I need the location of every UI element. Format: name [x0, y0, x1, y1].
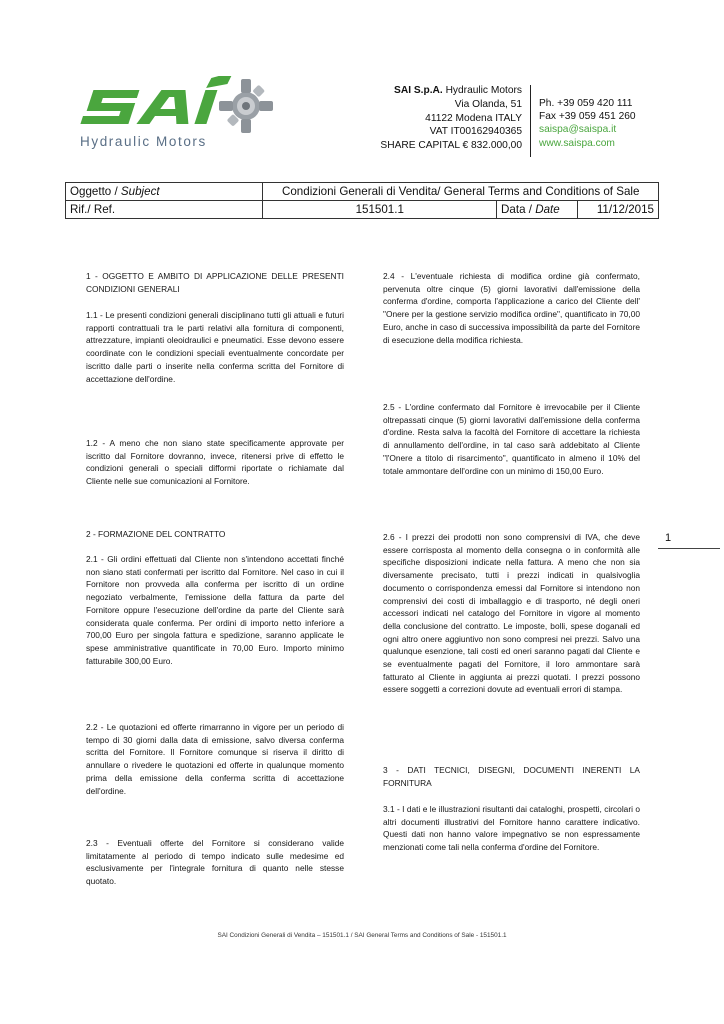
page-footer: SAI Condizioni Generali di Vendita – 151501.1 / SAI General Terms and Conditions of Sale - 151501.1: [217, 932, 507, 939]
section-3-title: 3 - DATI TECNICI, DISEGNI, DOCUMENTI INERENTI LA FORNITURA: [383, 765, 640, 788]
company-address-block: [300, 84, 522, 153]
clause-2-4: 2.4 - L'eventuale richiesta di modifica ordine già confermato, pervenuta oltre cinque (5) giorni lavorativi dall'emissione della conferma d'ordine, comporta l'applicazione a carico del Cliente dell' "Onere per la gestione servizio modifica ordine", quantificato in 70,00 Euro, anche in caso di successiva impossibilità da parte del Fornitore di esecuzione della modifica richiesta.: [383, 271, 640, 345]
ref-value: 151501.1: [263, 201, 497, 219]
share-capital: SHARE CAPITAL € 832.000,00: [380, 140, 522, 152]
motor-graphic: [219, 79, 273, 133]
address-line-2: 41122 Modena ITALY: [425, 112, 522, 124]
clause-2-3: 2.3 - Eventuali offerte del Fornitore si considerano valide limitatamente al periodo di tempo indicato sulle medesime ed esclusivamente per l'integrale fornitura di quanto nelle stesse quotato.: [86, 838, 344, 887]
website-link[interactable]: www.saispa.com: [539, 137, 615, 149]
clause-3-1: 3.1 - I dati e le illustrazioni risultanti dai cataloghi, prospetti, circolari o altri documenti illustrativi del Fornitore hanno carattere indicativo. Questi dati non hanno valore impegnativo se non espressamente menzionati come tali nella conferma d'ordine del Fornitore.: [383, 804, 640, 853]
logo-subtitle: Hydraulic Motors: [80, 134, 207, 149]
clause-2-1: 2.1 - Gli ordini effettuati dal Cliente non s'intendono accettati finché non siano stati confermati per iscritto dal Fornitore. Nel caso in cui il Fornitore non provveda alla conferma per iscritto di un ordine negoziato verbalmente, l'emissione della fattura da parte del Fornitore oppure l'esecuzione dell'ordine da parte del Cliente sarà considerata quale conferma. Per ordini di importo netto inferiore a 700,00 Euro per singola fattura e spedizione, saranno applicate le spese amministrative quantificate in 70,00 Euro. Importo minimo fatturabile 300,00 Euro.: [86, 554, 344, 666]
clause-1-2: 1.2 - A meno che non siano state specificamente approvate per iscritto dal Fornitore dovranno, invece, ritenersi prive di effetto le condizioni generali o speciali difformi riportate o richiamate dal Cliente nelle sue comunicazioni al Fornitore.: [86, 438, 344, 487]
subject-table: [65, 182, 659, 219]
company-suffix: Hydraulic Motors: [442, 85, 522, 96]
email-link[interactable]: saispa@saispa.it: [539, 124, 617, 136]
clause-2-2: 2.2 - Le quotazioni ed offerte rimarranno in vigore per un periodo di tempo di 30 giorni dalla data di emissione, salvo diversa conferma scritta del Fornitore. Il Fornitore comunque si riserva il diritto di annullare o rivedere le quotazioni ed offerte in qualunque momento prima della emissione della conferma scritta di accettazione dell'ordine.: [86, 722, 344, 796]
contact-block: [539, 97, 636, 150]
company-name: SAI S.p.A.: [394, 85, 443, 96]
phone-number: Ph. +39 059 420 111: [539, 98, 633, 109]
header-divider: [530, 85, 531, 157]
page-number-rule: [658, 548, 720, 549]
subject-row: [66, 183, 659, 201]
subject-value: Condizioni Generali di Vendita/ General Terms and Conditions of Sale: [263, 183, 659, 201]
company-name-line: [300, 84, 522, 98]
vat-number: VAT IT00162940365: [429, 126, 522, 138]
company-logo: [78, 76, 290, 152]
date-label-cell: Data / Date: [497, 201, 578, 219]
reference-row: [66, 201, 659, 219]
page-number: 1: [665, 532, 672, 544]
section-1-title: 1 - OGGETTO E AMBITO DI APPLICAZIONE DELLE PRESENTI CONDIZIONI GENERALI: [86, 271, 344, 294]
fax-number: Fax +39 059 451 260: [539, 111, 636, 123]
ref-label: Rif./ Ref.: [66, 201, 263, 219]
section-2-title: 2 - FORMAZIONE DEL CONTRATTO: [86, 529, 226, 539]
date-value: 11/12/2015: [578, 201, 659, 219]
clause-2-6: 2.6 - I prezzi dei prodotti non sono comprensivi di IVA, che deve essere corrisposta al momento della consegna o in conformità alle specifiche disposizioni indicate nella fattura. A meno che non sia diversamente precisato, tutti i prezzi indicati in qualsivoglia documento o corrispondenza emessi dal Fornitore si intendono non comprensivi dei costi di imballaggio e di trasporto, né degli oneri accessori indicati nel catalogo del Fornitore in vigore al momento della conclusione del contratto. Le imposte, bolli, spese doganali ed ogni altro onere aggiuntivo non sono compresi nei prezzi. Salvo una qualunque esenzione, tali costi ed oneri saranno pagati dal Cliente e se eventualmente pagati del Fornitore, il loro ammontare sarà fatturato al Cliente in aggiunta ai prezzi quotati. I prezzi possono essere soggetti a correzioni dovute ad eventuali errori di stampa.: [383, 532, 640, 695]
sai-logo-mark: [78, 76, 290, 136]
subject-label-cell: Oggetto / Subject: [66, 183, 263, 201]
clause-2-5: 2.5 - L'ordine confermato dal Fornitore è irrevocabile per il Cliente oltrepassati cinque (5) giorni lavorativi dall'emissione della conferma d'ordine. Resta salva la facoltà del Fornitore di accettare la richiesta di annullamento dell'ordine, in tal caso sarà addebitato al Cliente "l'Onere a titolo di risarcimento", quantificato in almeno il 10% del totale ammontare dell'ordine con un minimo di 150,00 Euro.: [383, 402, 640, 476]
address-line-1: Via Olanda, 51: [454, 98, 522, 110]
clause-1-1: 1.1 - Le presenti condizioni generali disciplinano tutti gli attuali e futuri rapporti contrattuali tra le parti relativi alla fornitura di componenti, attrezzature, impianti oleoidraulici e pneumatici. Esse devono essere coordinate con le condizioni speciali eventualmente concordate per iscritto dalle parti o inserite nella conferma scritta del Fornitore di accettazione dell'ordine.: [86, 310, 344, 384]
